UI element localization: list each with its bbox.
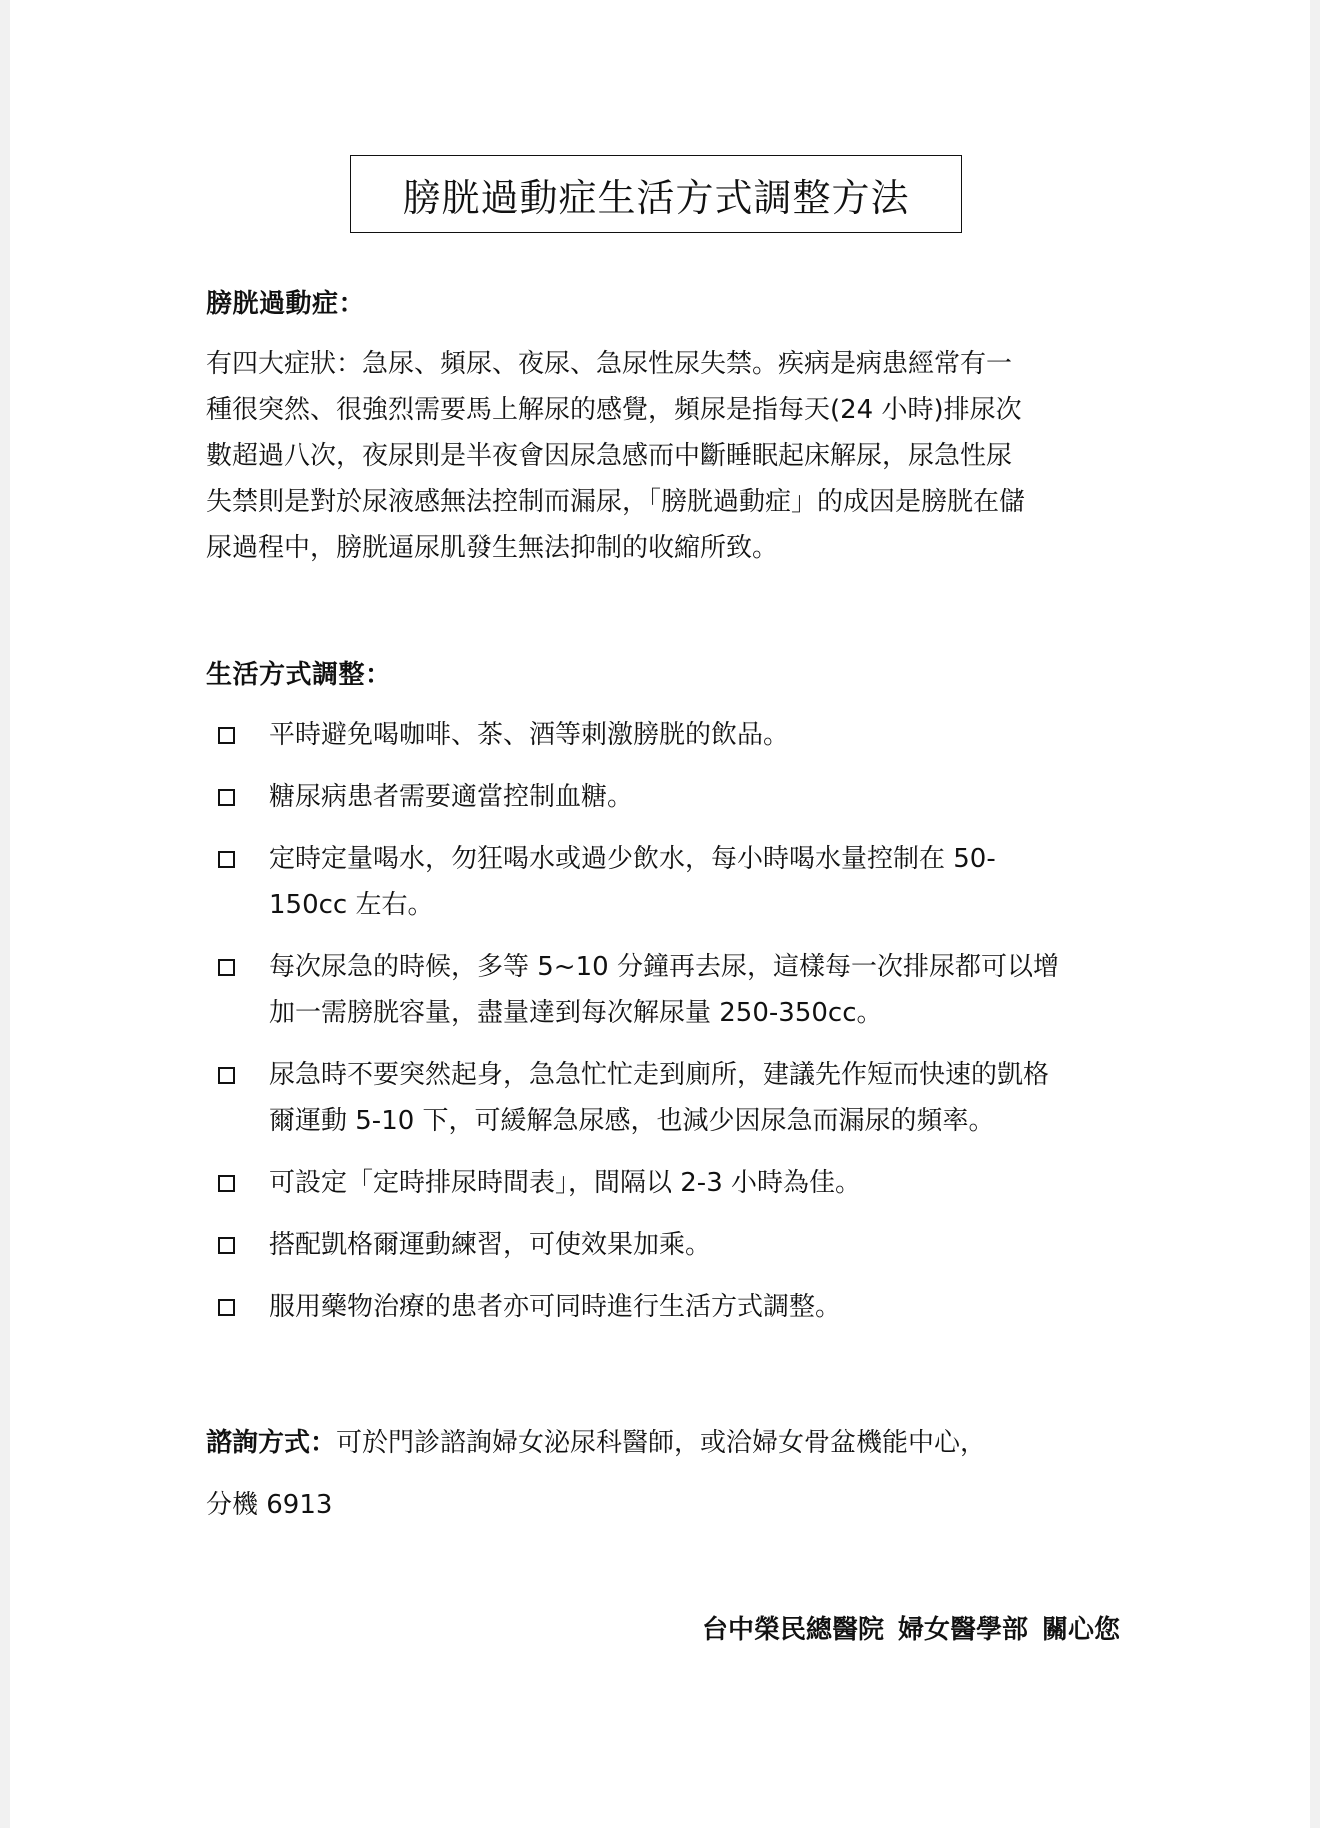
checkbox-icon bbox=[218, 1237, 235, 1254]
contact-text: 可於門診諮詢婦女泌尿科醫師，或洽婦女骨盆機能中心， bbox=[336, 1428, 987, 1458]
checklist-item bbox=[206, 1160, 1126, 1206]
checklist-item-text bbox=[269, 1222, 711, 1268]
definition-paragraph bbox=[206, 341, 1106, 571]
checklist-item bbox=[206, 774, 1126, 820]
checklist-item bbox=[206, 944, 1126, 1036]
definition-heading: 膀胱過動症： bbox=[206, 289, 366, 319]
checkbox-icon bbox=[218, 1299, 235, 1316]
checklist-line: 定時定量喝水，勿狂喝水或過少飲水，每小時喝水量控制在 50- bbox=[269, 844, 996, 874]
checklist-line: 可設定「定時排尿時間表」，間隔以 2-3 小時為佳。 bbox=[269, 1168, 861, 1198]
footer-department: 婦女醫學部 bbox=[897, 1615, 1028, 1645]
checkbox-icon bbox=[218, 1067, 235, 1084]
contact-line bbox=[206, 1420, 986, 1466]
checklist-item-text bbox=[269, 774, 633, 820]
footer-closing: 關心您 bbox=[1041, 1615, 1120, 1645]
checklist-item bbox=[206, 1222, 1126, 1268]
lifestyle-checklist bbox=[206, 712, 1126, 1346]
document-title: 膀胱過動症生活方式調整方法 bbox=[402, 175, 910, 220]
checkbox-icon bbox=[218, 959, 235, 976]
checklist-item bbox=[206, 712, 1126, 758]
checklist-item-text bbox=[269, 836, 996, 928]
definition-line: 尿過程中，膀胱逼尿肌發生無法抑制的收縮所致。 bbox=[206, 533, 779, 563]
definition-line: 數超過八次，夜尿則是半夜會因尿急感而中斷睡眠起床解尿，尿急性尿 bbox=[206, 441, 1013, 471]
checklist-item-text bbox=[269, 944, 1059, 1036]
checkbox-icon bbox=[218, 851, 235, 868]
checklist-line: 服用藥物治療的患者亦可同時進行生活方式調整。 bbox=[269, 1292, 842, 1322]
checklist-line: 搭配凱格爾運動練習，可使效果加乘。 bbox=[269, 1230, 712, 1260]
checklist-line: 150cc 左右。 bbox=[269, 890, 434, 920]
lifestyle-heading: 生活方式調整： bbox=[206, 660, 392, 690]
contact-label: 諮詢方式： bbox=[206, 1428, 337, 1458]
checklist-item-text bbox=[269, 1052, 1049, 1144]
checklist-line: 糖尿病患者需要適當控制血糖。 bbox=[269, 782, 634, 812]
definition-line: 有四大症狀：急尿、頻尿、夜尿、急尿性尿失禁。疾病是病患經常有一 bbox=[206, 349, 1013, 379]
checklist-item bbox=[206, 1052, 1126, 1144]
footer-signature bbox=[702, 1607, 1120, 1653]
checklist-item-text bbox=[269, 1284, 841, 1330]
document-page bbox=[10, 0, 1310, 1828]
title-box bbox=[350, 155, 962, 233]
checkbox-icon bbox=[218, 727, 235, 744]
checkbox-icon bbox=[218, 1175, 235, 1192]
definition-line: 失禁則是對於尿液感無法控制而漏尿，「膀胱過動症」的成因是膀胱在儲 bbox=[206, 487, 1026, 517]
checklist-line: 每次尿急的時候，多等 5~10 分鐘再去尿，這樣每一次排尿都可以增 bbox=[269, 952, 1059, 982]
checklist-item bbox=[206, 1284, 1126, 1330]
checklist-line: 平時避免喝咖啡、茶、酒等刺激膀胱的飲品。 bbox=[269, 720, 790, 750]
footer-hospital: 台中榮民總醫院 bbox=[701, 1615, 884, 1645]
checklist-item-text bbox=[269, 1160, 861, 1206]
checklist-line: 爾運動 5-10 下，可緩解急尿感，也減少因尿急而漏尿的頻率。 bbox=[269, 1106, 995, 1136]
definition-line: 種很突然、很強烈需要馬上解尿的感覺，頻尿是指每天(24 小時)排尿次 bbox=[206, 395, 1022, 425]
checklist-line: 加一需膀胱容量，盡量達到每次解尿量 250-350cc。 bbox=[269, 998, 883, 1028]
checklist-line: 尿急時不要突然起身，急急忙忙走到廁所，建議先作短而快速的凱格 bbox=[269, 1060, 1050, 1090]
checkbox-icon bbox=[218, 789, 235, 806]
checklist-item bbox=[206, 836, 1126, 928]
checklist-item-text bbox=[269, 712, 789, 758]
phone-extension: 分機 6913 bbox=[206, 1490, 333, 1520]
